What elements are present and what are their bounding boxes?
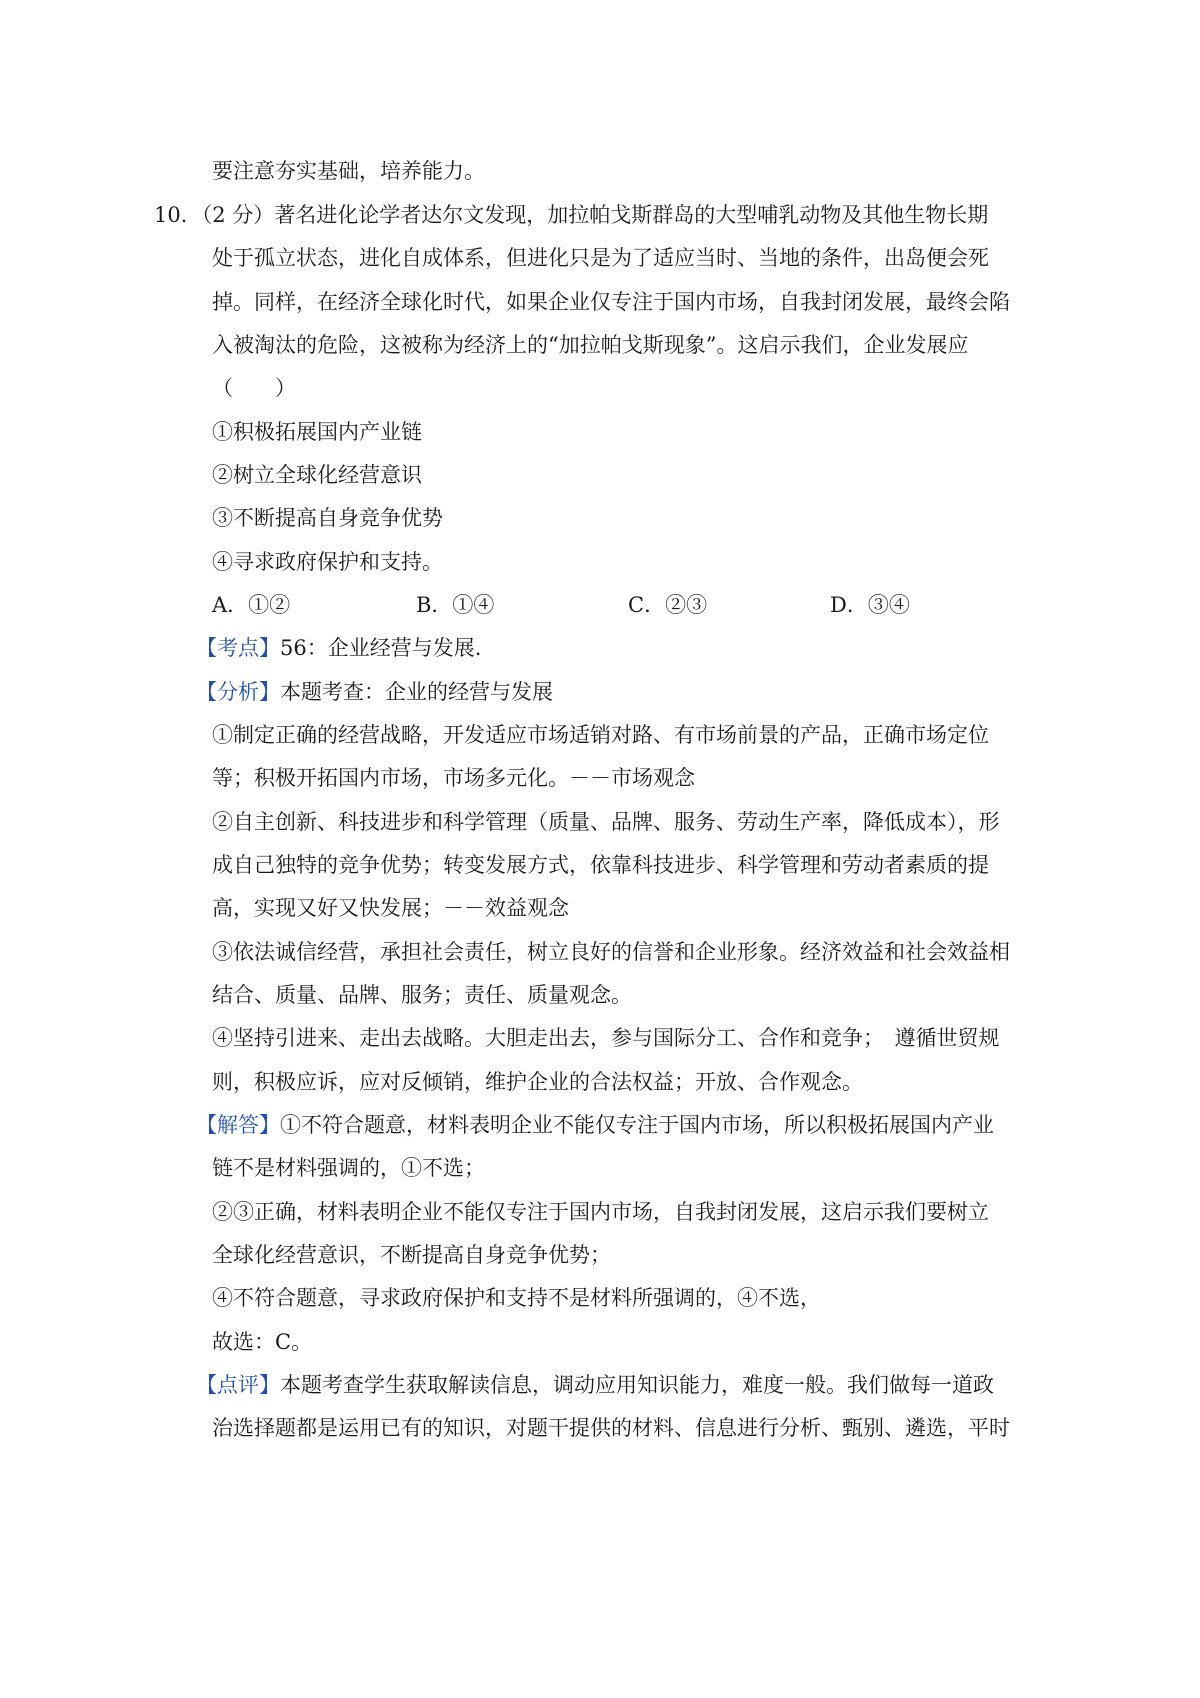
jieda-line: 【解答】①不符合题意，材料表明企业不能仅专注于国内市场，所以积极拓展国内产业 (196, 1113, 994, 1137)
final-choice: 故选：C。 (212, 1330, 313, 1354)
answer-line: 全球化经营意识，不断提高自身竞争优势； (212, 1243, 611, 1267)
answer-line: 链不是材料强调的，①不选； (212, 1156, 485, 1180)
analysis-line: ③依法诚信经营，承担社会责任，树立良好的信誉和企业形象。经济效益和社会效益相 (212, 940, 1010, 964)
option-c: C．②③ (628, 593, 708, 617)
analysis-line: ②自主创新、科技进步和科学管理（质量、品牌、服务、劳动生产率，降低成本），形 (212, 810, 1000, 834)
kaodian-tag: 【考点】 (196, 636, 280, 660)
question-stem-line: 掉。同样，在经济全球化时代，如果企业仅专注于国内市场，自我封闭发展，最终会陷 (212, 290, 1010, 314)
analysis-line: 成自己独特的竞争优势；转变发展方式，依靠科技进步、科学管理和劳动者素质的提 (212, 853, 989, 877)
statement-3: ③不断提高自身竞争优势 (212, 506, 443, 530)
question-stem-line: 入被淘汰的危险，这被称为经济上的“加拉帕戈斯现象”。这启示我们，企业发展应 (212, 333, 969, 357)
question-stem-line: 10．（2 分）著名进化论学者达尔文发现，加拉帕戈斯群岛的大型哺乳动物及其他生物长期 (154, 203, 989, 227)
dianping-tag: 【点评】 (196, 1373, 280, 1397)
analysis-line: 结合、质量、品牌、服务；责任、质量观念。 (212, 983, 632, 1007)
fenxi-line: 【分析】本题考查：企业的经营与发展 (196, 680, 553, 704)
analysis-line: 则，积极应诉，应对反倾销，维护企业的合法权益；开放、合作观念。 (212, 1070, 863, 1094)
analysis-line: 等；积极开拓国内市场，市场多元化。－－市场观念 (212, 766, 695, 790)
comment-line: 治选择题都是运用已有的知识，对题干提供的材料、信息进行分析、甄别、遴选，平时 (212, 1416, 1010, 1440)
question-stem-line: 处于孤立状态，进化自成体系，但进化只是为了适应当时、当地的条件，出岛便会死 (212, 246, 989, 270)
statement-1: ①积极拓展国内产业链 (212, 420, 422, 444)
statement-4: ④寻求政府保护和支持。 (212, 550, 443, 574)
fenxi-tag: 【分析】 (196, 680, 280, 704)
option-b: B．①④ (416, 593, 495, 617)
answer-line: ④不符合题意，寻求政府保护和支持不是材料所强调的，④不选， (212, 1286, 821, 1310)
question-number: 10．（2 分） (154, 203, 275, 227)
analysis-line: 高，实现又好又快发展；－－效益观念 (212, 896, 569, 920)
dianping-line: 【点评】本题考查学生获取解读信息，调动应用知识能力，难度一般。我们做每一道政 (196, 1373, 994, 1397)
answer-blank: （ ） (212, 376, 296, 400)
analysis-line: ④坚持引进来、走出去战略。大胆走出去，参与国际分工、合作和竞争； 遵循世贸规 (212, 1026, 1000, 1050)
kaodian-line: 【考点】56：企业经营与发展. (196, 636, 482, 660)
previous-answer-tail: 要注意夯实基础，培养能力。 (212, 159, 485, 183)
answer-line: ②③正确，材料表明企业不能仅专注于国内市场，自我封闭发展，这启示我们要树立 (212, 1200, 989, 1224)
jieda-tag: 【解答】 (196, 1113, 280, 1137)
analysis-line: ①制定正确的经营战略，开发适应市场适销对路、有市场前景的产品，正确市场定位 (212, 723, 989, 747)
option-d: D．③④ (830, 593, 910, 617)
statement-2: ②树立全球化经营意识 (212, 463, 422, 487)
option-a: A．①② (212, 593, 291, 617)
